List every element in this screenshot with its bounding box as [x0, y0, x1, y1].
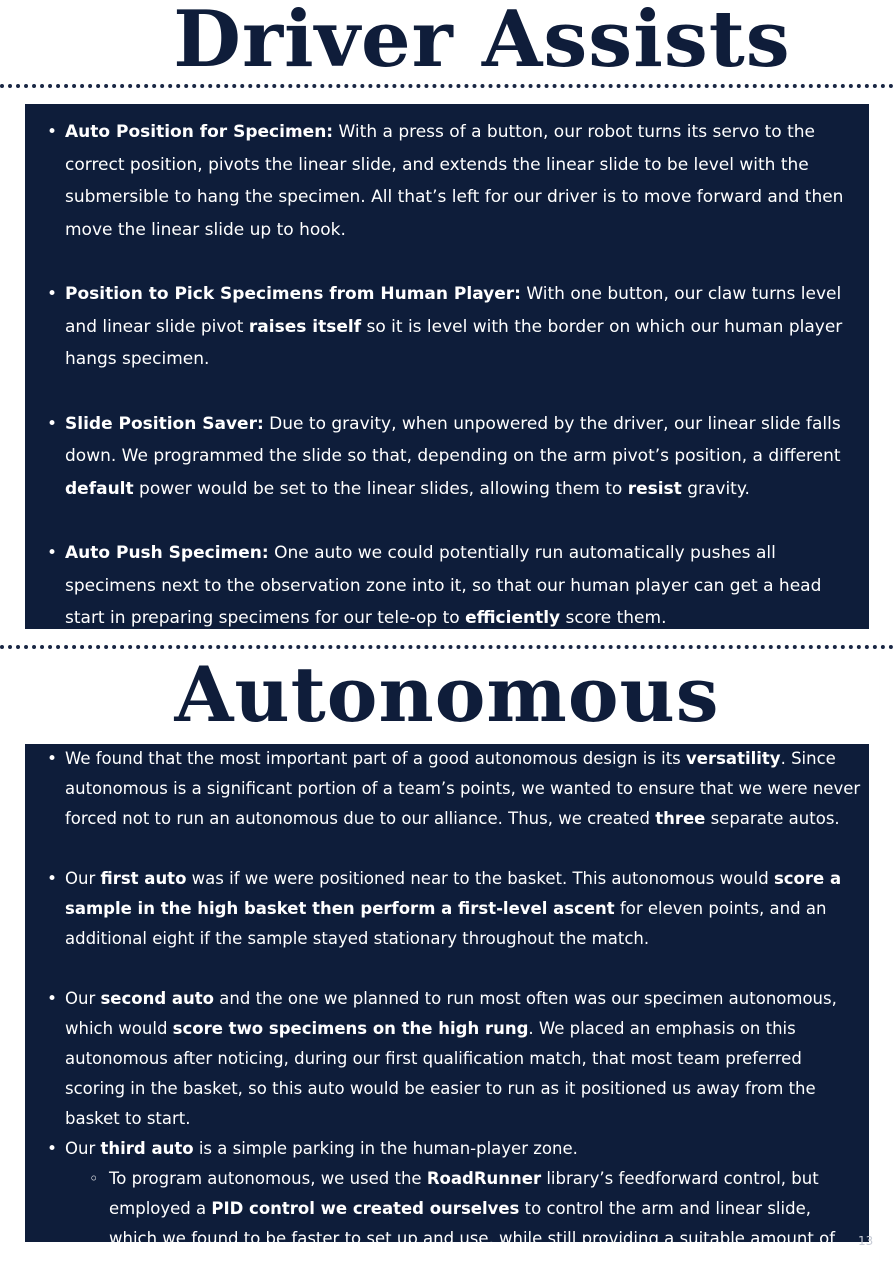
nested-list [81, 1164, 861, 1284]
list-item: • Our first auto was if we were positioned near to the basket. This autonomous would score a sample in the high basket then perform a first-level ascent for eleven points, and an additional eight if the sample stayed stationary throughout the match. [45, 864, 861, 954]
page-number: 13 [858, 1234, 874, 1248]
list-item: • We found that the most important part of a good autonomous design is its versatility. Since autonomous is a significant portion of a team’s points, we wanted to ensure that we were never forced not to run an autonomous due to our alliance. Thus, we created three separate autos. [45, 744, 861, 834]
dotted-divider [0, 645, 894, 649]
list-item: • Slide Position Saver: Due to gravity, when unpowered by the driver, our linear slide falls down. We programmed the slide so that, depending on the arm pivot’s position, a different default power would be set to the linear slides, allowing them to resist gravity. [45, 408, 861, 506]
list-item: ◦ To program autonomous, we used the RoadRunner library’s feedforward control, but employed a PID control we created ourselves to control the arm and linear slide, which we found to be faster to set up and use, while still providing a suitable amount of accuracy. [87, 1164, 861, 1284]
list-item: • Position to Pick Specimens from Human Player: With one button, our claw turns level and linear slide pivot raises itself so it is level with the border on which our human player hangs specimen. [45, 278, 861, 376]
list-item: • Our second auto and the one we planned to run most often was our specimen autonomous, which would score two specimens on the high rung. We placed an emphasis on this autonomous after noticing, during our first qualification match, that most team preferred scoring in the basket, so this auto would be easier to run as it positioned us away from the basket to start. [45, 984, 861, 1134]
page-title-driver-assists: Driver Assists [173, 0, 791, 85]
driver-assists-list [45, 116, 861, 635]
nested-list-container [81, 1164, 861, 1284]
dotted-divider [0, 84, 894, 88]
list-item: • Our third auto is a simple parking in the human-player zone. [45, 1134, 861, 1164]
page-title-autonomous: Autonomous [174, 650, 720, 739]
list-item: • Auto Push Specimen: One auto we could potentially run automatically pushes all specimens next to the observation zone into it, so that our human player can get a head start in preparing specimens for our tele-op to efficiently score them. [45, 537, 861, 635]
driver-assists-panel [25, 104, 869, 629]
autonomous-list [45, 744, 861, 1284]
list-item: • Auto Position for Specimen: With a press of a button, our robot turns its servo to the correct position, pivots the linear slide, and extends the linear slide to be level with the submersible to hang the specimen. All that’s left for our driver is to move forward and then move the linear slide up to hook. [45, 116, 861, 246]
